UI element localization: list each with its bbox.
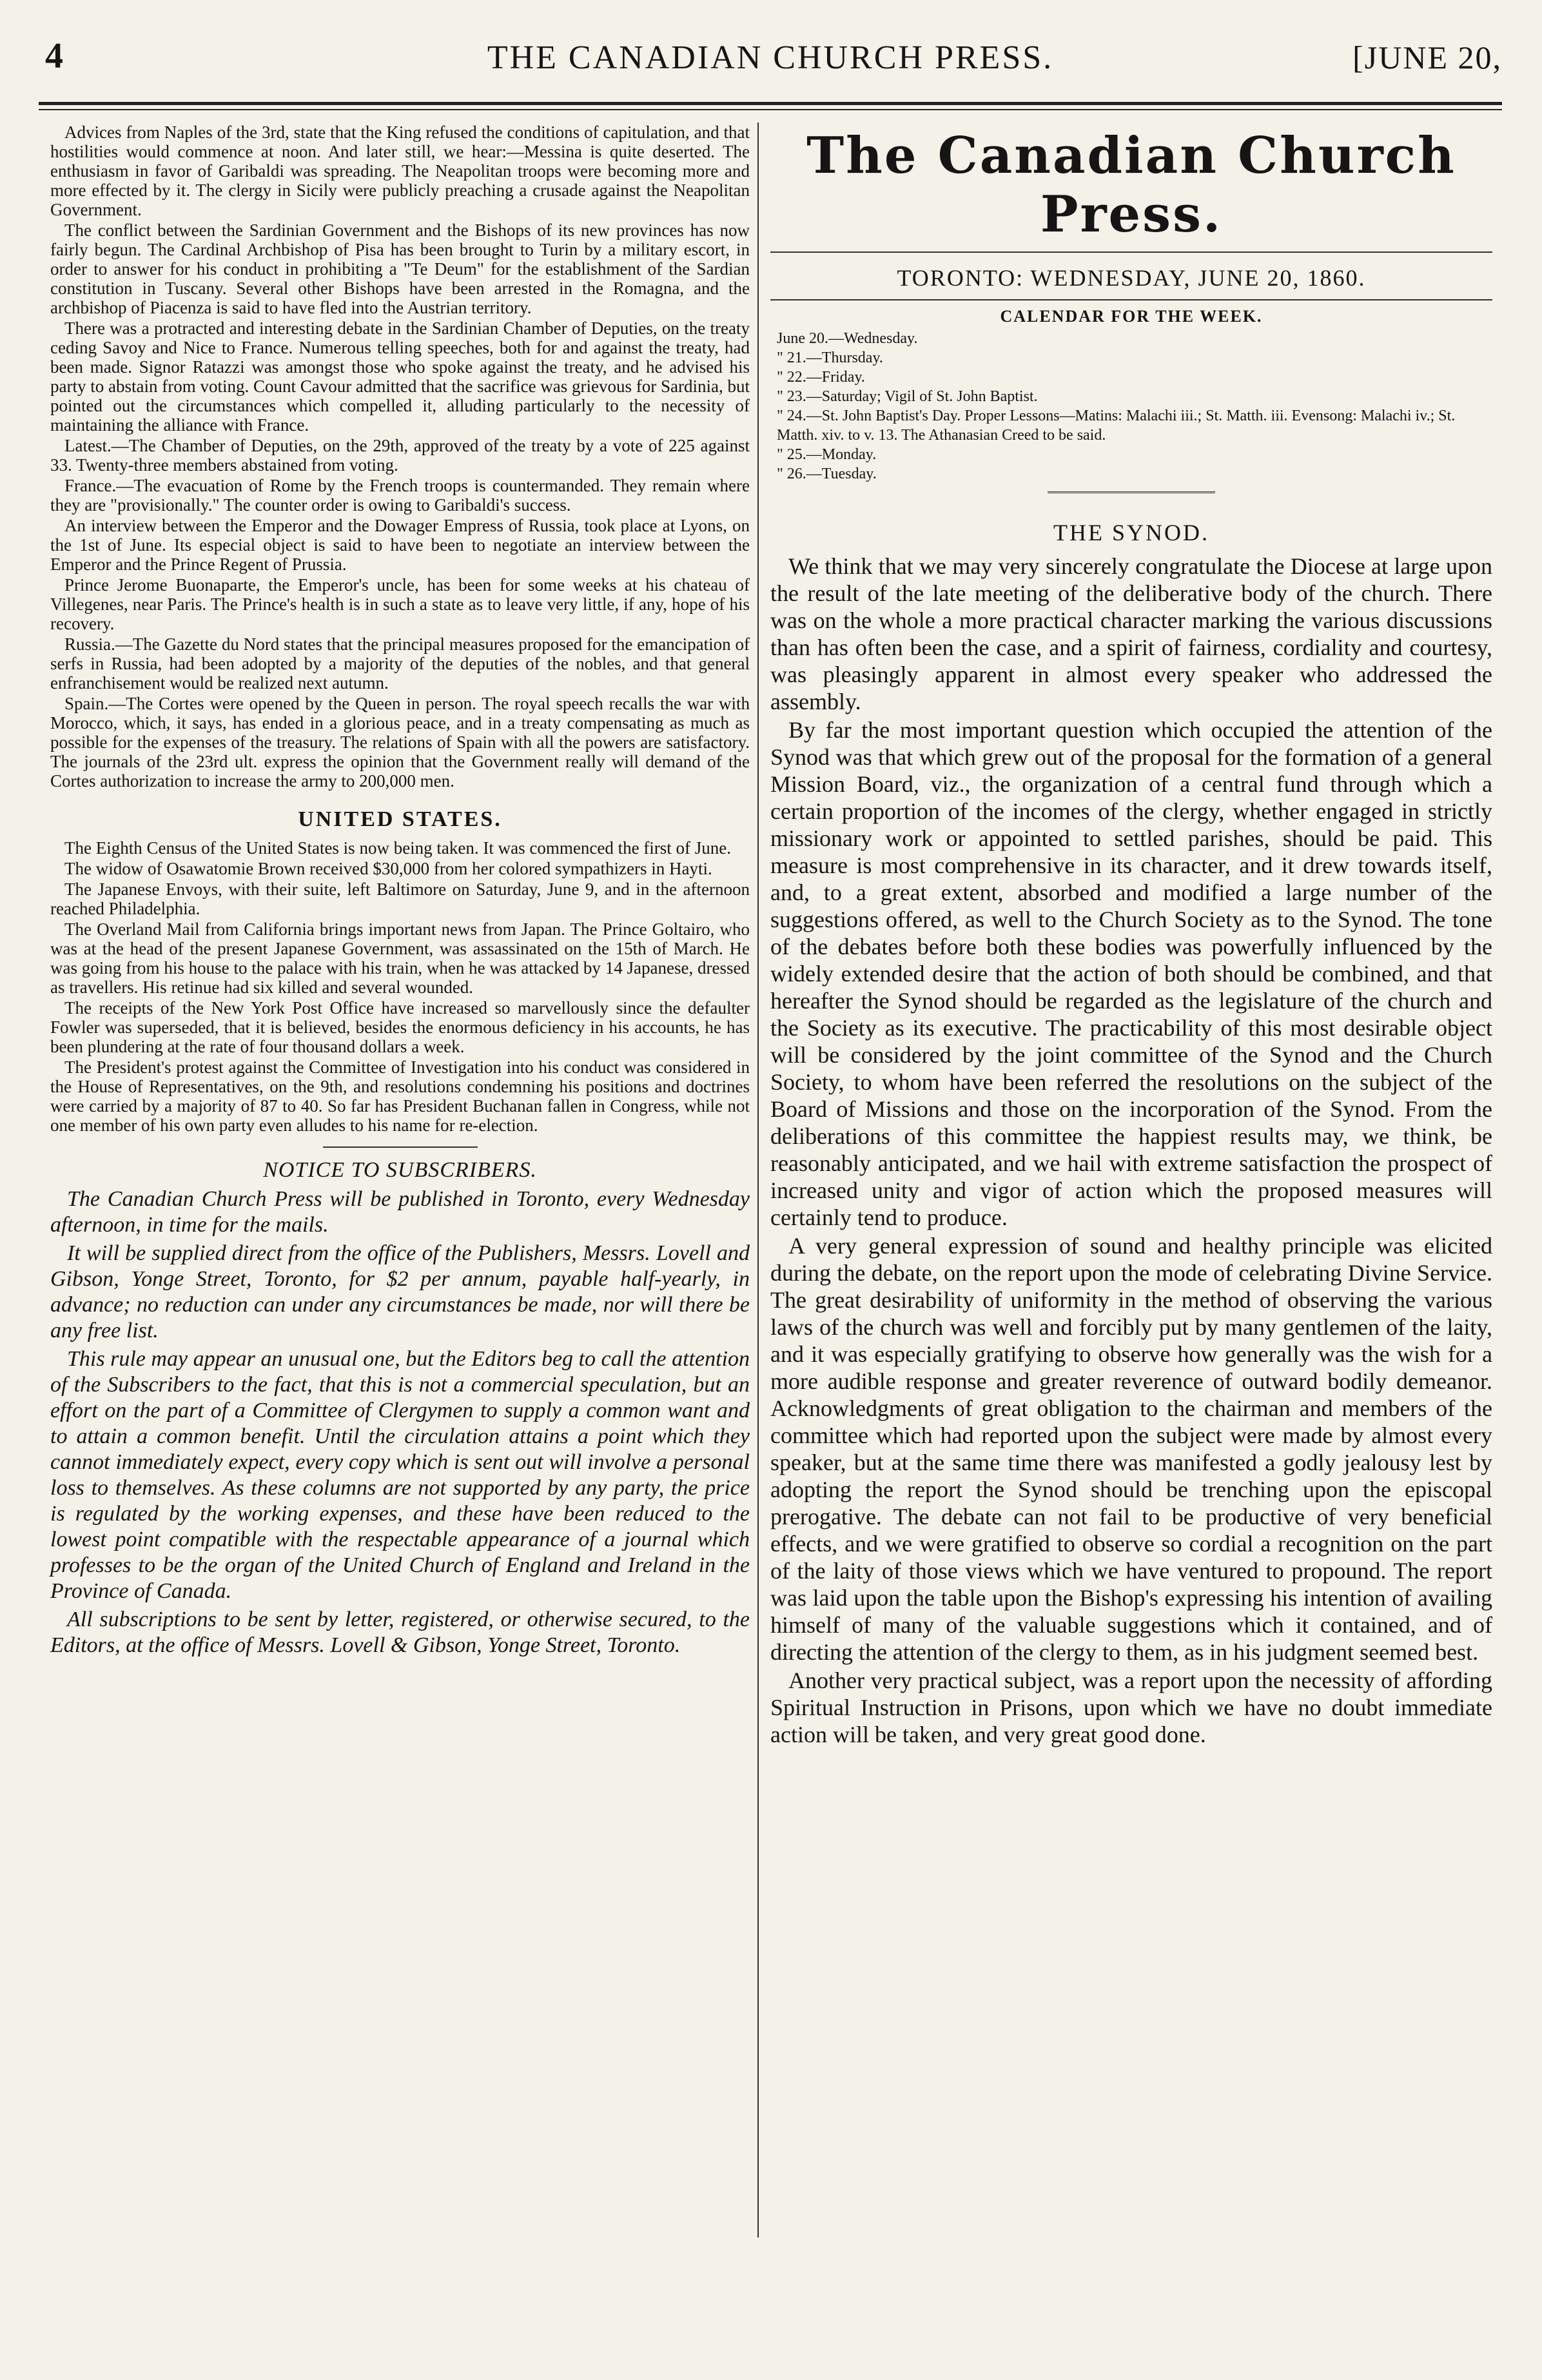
calendar-entry: June 20.—Wednesday. (777, 330, 918, 347)
news-paragraph: The President's protest against the Committee of Investigation into his conduct was considered in the House of Representatives, on the 9th, and resolutions condemning his positions and doctrines were carried by a majority of 87 to 40. So far has President Buchanan fallen in Congress, while not one member of his own party even alludes to his name for re-election. (50, 1057, 750, 1135)
news-paragraph: Prince Jerome Buonaparte, the Emperor's uncle, has been for some weeks at his chateau of Villegenes, near Paris. The Prince's health is in such a state as to leave very little, if any, hope of his recovery. (50, 575, 750, 633)
news-paragraph: The receipts of the New York Post Office have increased so marvellously since the defaulter Fowler was superseded, that it is believed, besides the enormous deficiency in his accounts, he has been plundering at the rate of four thousand dollars a week. (50, 998, 750, 1056)
masthead-rule (39, 102, 1502, 110)
foreign-news (50, 123, 750, 791)
news-paragraph: The Eighth Census of the United States is now being taken. It was commenced the first of June. (64, 838, 732, 858)
notice-paragraph: It will be supplied direct from the office of the Publishers, Messrs. Lovell and Gibson, Yonge Street, Toronto, for $2 per annum, payable half-yearly, in advance; no reduction can under any circumstances be made, nor will there be any free list. (50, 1241, 750, 1342)
synod-heading: THE SYNOD. (1053, 520, 1209, 546)
news-paragraph: France.—The evacuation of Rome by the French troops is countermanded. They remain where they are "provisionally." The counter order is owing to Garibaldi's success. (50, 476, 750, 515)
news-paragraph: The widow of Osawatomie Brown received $30,000 from her colored sympathizers in Hayti. (64, 859, 712, 878)
masthead (39, 35, 1502, 93)
calendar-entry: " 25.—Monday. (777, 446, 877, 463)
notice-paragraph: All subscriptions to be sent by letter, registered, or otherwise secured, to the Editors, at the office of Messrs. Lovell & Gibson, Yonge Street, Toronto. (50, 1608, 750, 1657)
united-states-news (50, 838, 750, 1135)
calendar-entry: " 26.—Tuesday. (777, 466, 877, 482)
news-paragraph: An interview between the Emperor and the Dowager Empress of Russia, took place at Lyons, on the 1st of June. Its especial object is said to have been to negotiate an interview between the Emperor and the Prince Regent of Prussia. (50, 516, 750, 574)
notice-heading: NOTICE TO SUBSCRIBERS. (263, 1158, 537, 1182)
section-rule (323, 1146, 478, 1148)
calendar-list (770, 329, 1492, 484)
right-column (770, 123, 1492, 1749)
notice-paragraph: This rule may appear an unusual one, but the Editors beg to call the attention of the Subscribers to the fact, that this is not a commercial speculation, but an effort on the part of a Committee of Clergymen to supply a common want and to attain a common benefit. Until the circulation attains a point which they cannot immediately expect, every copy which is sent out will involve a personal loss to themselves. As these columns are not supported by any party, the price is regulated by the working expenses, and these have been reduced to the lowest point compatible with the respectable appearance of a journal which professes to be the organ of the United Church of England and Ireland in the Province of Canada. (50, 1347, 750, 1603)
news-paragraph: The conflict between the Sardinian Government and the Bishops of its new provinces has now fairly begun. The Cardinal Archbishop of Pisa has been brought to Turin by a military escort, in order to answer for his conduct in prohibiting a "Te Deum" for the establishment of the Sardian constitution in Tuscany. Several other Bishops have been arrested in the Romagna, and the archbishop of Piacenza is said to have fled into the Austrian territory. (50, 221, 750, 317)
newspaper-title: The Canadian Church Press. (806, 126, 1456, 244)
column-divider (757, 123, 759, 2237)
paper-name: THE CANADIAN CHURCH PRESS. (487, 39, 1054, 76)
news-paragraph: The Japanese Envoys, with their suite, left Baltimore on Saturday, June 9, and in the afternoon reached Philadelphia. (50, 880, 750, 918)
dateline: TORONTO: WEDNESDAY, JUNE 20, 1860. (897, 265, 1366, 291)
notice-to-subscribers (50, 1186, 750, 1658)
issue-date: [JUNE 20, (1352, 39, 1502, 75)
calendar-entry: " 21.—Thursday. (777, 349, 883, 366)
news-paragraph: Advices from Naples of the 3rd, state that the King refused the conditions of capitulation, and that hostilities would commence at noon. And later still, we hear:—Messina is quite deserted. The enthusiasm in favor of Garibaldi was spreading. The Neapolitan troops were becoming more and more effected by it. The clergy in Sicily were publicly preaching a crusade against the Neapolitan Government. (50, 123, 750, 219)
synod-article (770, 553, 1492, 1748)
news-paragraph: There was a protracted and interesting debate in the Sardinian Chamber of Deputies, on the treaty ceding Savoy and Nice to France. Numerous telling speeches, both for and against the treaty, had been made. Signor Ratazzi was amongst those who spoke against the treaty, and he advised his party to abstain from voting. Count Cavour admitted that the sacrifice was grievous for Sardinia, but pointed out the circumstances which compelled it, alluding particularly to the necessity of maintaining the alliance with France. (50, 319, 750, 435)
title-rule (770, 251, 1492, 253)
calendar-entry: " 24.—St. John Baptist's Day. Proper Lessons—Matins: Malachi iii.; St. Matth. iii. Evensong: Malachi iv.; St. Matth. xiv. to v. 13. The Athanasian Creed to be said. (777, 408, 1456, 444)
decorative-rule (1048, 491, 1215, 493)
news-paragraph: Latest.—The Chamber of Deputies, on the 29th, approved of the treaty by a vote of 225 against 33. Twenty-three members abstained from voting. (50, 436, 750, 475)
article-paragraph: Another very practical subject, was a report upon the necessity of affording Spiritual Instruction in Prisons, upon which we have no doubt immediate action will be taken, and very great good done. (770, 1667, 1492, 1747)
dateline-rule (770, 299, 1492, 300)
calendar-heading: CALENDAR FOR THE WEEK. (1000, 307, 1263, 326)
news-paragraph: The Overland Mail from California brings important news from Japan. The Prince Goltairo, who was at the head of the present Japanese Government, was assassinated on the 15th of March. He was going from his house to the palace with his train, when he was attacked by 14 Japanese, dressed as travellers. His retinue had six killed and several wounded. (50, 920, 750, 997)
notice-paragraph: The Canadian Church Press will be published in Toronto, every Wednesday afternoon, in time for the mails. (50, 1187, 750, 1237)
article-paragraph: We think that we may very sincerely congratulate the Diocese at large upon the result of the late meeting of the deliberative body of the church. There was on the whole a more practical character marking the various discussions than has often been the case, and a spirit of fairness, cordiality and courtesy, was pleasingly apparent in almost every speaker who addressed the assembly. (770, 553, 1492, 714)
news-paragraph: Spain.—The Cortes were opened by the Queen in person. The royal speech recalls the war with Morocco, which, it says, has ended in a glorious peace, and in a treaty compensating as much as possible for the expenses of the treasury. The relations of Spain with all the powers are satisfactory. The journals of the 23rd ult. express the opinion that the Government really will demand of the Cortes authorization to increase the army to 200,000 men. (50, 694, 750, 791)
left-column (50, 123, 750, 1661)
calendar-entry: " 22.—Friday. (777, 369, 865, 386)
article-paragraph: By far the most important question which occupied the attention of the Synod was that which grew out of the proposal for the formation of a general Mission Board, viz., the organization of a central fund through which a certain proportion of the incomes of the clergy, whether engaged in strictly missionary work or appointed to settled parishes, should be paid. This measure is most comprehensive in its character, and it drew towards itself, and, to a great extent, absorbed and modified a large number of the suggestions offered, as well to the Church Society as to the Synod. The tone of the debates before both these bodies was powerfully influenced by the widely extended desire that the action of both should be combined, and that hereafter the Synod should be regarded as the legislature of the church and the Society as its executive. The practicability of this most desirable object will be considered by the joint committee of the Synod and the Church Society, to whom have been referred the resolutions on the subject of the Board of Missions and those on the incorporation of the Synod. From the deliberations of this committee the happiest results may, we think, be reasonably anticipated, and we hail with extreme satisfaction the prospect of increased unity and vigor of action which the proposed measures will certainly tend to produce. (770, 717, 1492, 1230)
news-paragraph: Russia.—The Gazette du Nord states that the principal measures proposed for the emancipation of serfs in Russia, had been adopted by a majority of the deputies of the nobles, and that general enfranchisement would be realized next autumn. (50, 634, 750, 693)
united-states-heading: UNITED STATES. (298, 807, 502, 831)
page-number: 4 (45, 36, 63, 76)
calendar-entry: " 23.—Saturday; Vigil of St. John Baptist. (777, 388, 1038, 405)
article-paragraph: A very general expression of sound and healthy principle was elicited during the debate, on the report upon the mode of celebrating Divine Service. The great desirability of uniformity in the method of observing the various laws of the church was well and forcibly put by many gentlemen of the laity, and it was especially gratifying to observe how generally was the wish for a more audible response and greater reverence of outward bodily demeanor. Acknowledgments of great obligation to the chairman and members of the committee which had reported upon the subject were made by almost every speaker, but at the same time there was manifested a godly jealousy lest by adopting the report the Synod should be trenching upon the episcopal prerogative. The debate can not fail to be productive of very beneficial effects, and we were gratified to observe so cordial a recognition on the part of the laity of those views which we have ventured to propound. The report was laid upon the table upon the Bishop's expressing his intention of availing himself of many of the valuable suggestions which it contained, and of directing the attention of the clergy to them, as in his judgment seemed best. (770, 1233, 1492, 1665)
